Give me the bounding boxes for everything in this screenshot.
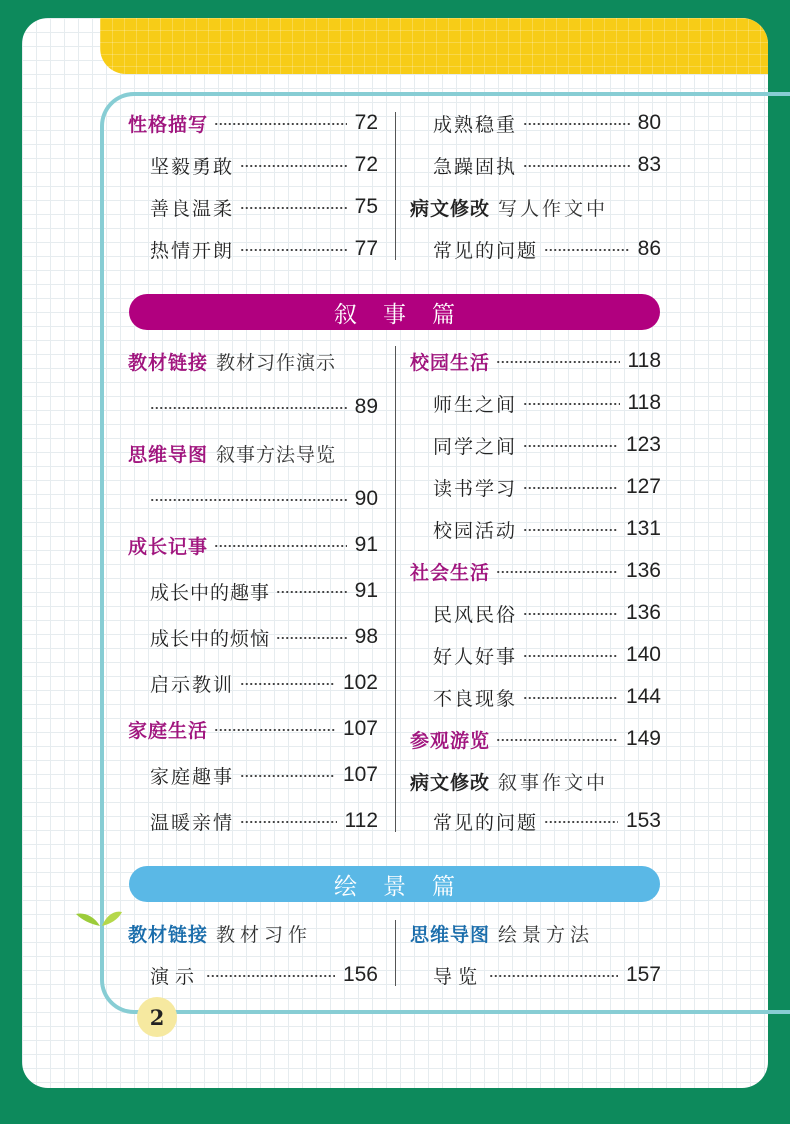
entry-title: 师生之间 <box>433 393 518 416</box>
entry-title: 常见的问题 <box>433 811 539 834</box>
page-ref: 102 <box>342 671 378 694</box>
toc-entry[interactable] <box>150 484 378 514</box>
toc-entry[interactable] <box>128 346 378 376</box>
page-ref: 112 <box>344 809 378 832</box>
entry-title: 热情开朗 <box>150 239 235 262</box>
section-heading: 教材链接 <box>128 924 209 946</box>
page-ref: 107 <box>342 717 378 740</box>
dot-leader <box>214 545 347 547</box>
dot-leader <box>240 165 347 167</box>
dot-leader <box>496 571 618 573</box>
toc-entry[interactable] <box>150 806 378 836</box>
dot-leader <box>523 487 618 489</box>
dot-leader <box>523 529 618 531</box>
section-heading: 病文修改 <box>410 772 491 794</box>
dot-leader <box>150 499 347 501</box>
page-ref: 153 <box>625 809 661 832</box>
dot-leader <box>523 123 630 125</box>
entry-title: 校园活动 <box>433 519 518 542</box>
dot-leader <box>523 403 620 405</box>
entry-title: 好人好事 <box>433 645 518 668</box>
toc-entry[interactable] <box>150 576 378 606</box>
heading-subtitle: 教材习作演示 <box>216 351 337 374</box>
page-ref: 98 <box>354 625 378 648</box>
entry-title: 温暖亲情 <box>150 811 235 834</box>
toc-entry[interactable] <box>433 388 661 418</box>
column-divider <box>395 920 396 986</box>
page-ref: 77 <box>354 237 378 260</box>
entry-title: 演示 <box>150 965 201 988</box>
section-heading: 性格描写 <box>128 114 209 136</box>
page-ref: 75 <box>354 195 378 218</box>
toc-entry[interactable] <box>128 108 378 138</box>
page-ref: 136 <box>625 601 661 624</box>
page-ref: 72 <box>354 111 378 134</box>
toc-entry[interactable] <box>128 438 378 468</box>
dot-leader <box>544 249 630 251</box>
toc-entry[interactable] <box>433 234 661 264</box>
toc-entry[interactable] <box>150 392 378 422</box>
entry-title: 民风民俗 <box>433 603 518 626</box>
toc-entry[interactable] <box>128 530 378 560</box>
entry-title: 急躁固执 <box>433 155 518 178</box>
entry-title: 同学之间 <box>433 435 518 458</box>
section-heading: 成长记事 <box>128 536 209 558</box>
heading-subtitle: 绘景方法 <box>498 923 595 946</box>
sprout-icon <box>74 900 124 930</box>
section-heading: 思维导图 <box>128 444 209 466</box>
toc-entry[interactable] <box>433 598 661 628</box>
dot-leader <box>496 739 618 741</box>
page-number: 2 <box>137 997 177 1037</box>
dot-leader <box>206 975 335 977</box>
dot-leader <box>489 975 618 977</box>
toc-entry[interactable] <box>410 346 661 376</box>
toc-entry[interactable] <box>128 918 378 948</box>
dot-leader <box>240 775 335 777</box>
page-ref: 118 <box>627 391 661 414</box>
entry-title: 成长中的趣事 <box>150 581 271 604</box>
dot-leader <box>240 821 337 823</box>
page-ref: 156 <box>342 963 378 986</box>
section-heading: 教材链接 <box>128 352 209 374</box>
page-ref: 91 <box>354 533 378 556</box>
dot-leader <box>523 165 630 167</box>
page-ref: 72 <box>354 153 378 176</box>
section-banner-narrative: 叙事篇 <box>129 294 660 330</box>
toc-entry[interactable] <box>433 960 661 990</box>
page-ref: 80 <box>637 111 661 134</box>
dot-leader <box>214 729 335 731</box>
toc-entry[interactable] <box>150 192 378 222</box>
entry-title: 导览 <box>433 965 484 988</box>
section-banner-scenery: 绘景篇 <box>129 866 660 902</box>
dot-leader <box>240 207 347 209</box>
page-ref: 107 <box>342 763 378 786</box>
toc-entry[interactable] <box>433 806 661 836</box>
page-ref: 149 <box>625 727 661 750</box>
heading-subtitle: 叙事方法导览 <box>216 443 337 466</box>
top-decorative-band <box>100 18 768 74</box>
toc-entry[interactable] <box>433 108 661 138</box>
page-ref: 123 <box>625 433 661 456</box>
section-heading: 思维导图 <box>410 924 491 946</box>
toc-entry[interactable] <box>433 150 661 180</box>
section-heading: 校园生活 <box>410 352 491 374</box>
entry-title: 成熟稳重 <box>433 113 518 136</box>
toc-entry[interactable] <box>128 714 378 744</box>
toc-entry[interactable] <box>150 760 378 790</box>
dot-leader <box>276 637 347 639</box>
dot-leader <box>240 683 335 685</box>
entry-title: 家庭趣事 <box>150 765 235 788</box>
page-ref: 83 <box>637 153 661 176</box>
toc-entry[interactable] <box>433 472 661 502</box>
toc-entry[interactable] <box>150 622 378 652</box>
toc-entry[interactable] <box>433 682 661 712</box>
section-heading: 家庭生活 <box>128 720 209 742</box>
entry-title: 成长中的烦恼 <box>150 627 271 650</box>
page-ref: 140 <box>625 643 661 666</box>
dot-leader <box>523 613 618 615</box>
column-divider <box>395 346 396 832</box>
heading-subtitle: 教材习作 <box>216 923 313 946</box>
dot-leader <box>240 249 347 251</box>
toc-entry[interactable] <box>433 514 661 544</box>
dot-leader <box>214 123 347 125</box>
entry-title: 读书学习 <box>433 477 518 500</box>
page-ref: 136 <box>625 559 661 582</box>
toc-entry[interactable] <box>150 150 378 180</box>
dot-leader <box>496 361 620 363</box>
dot-leader <box>523 655 618 657</box>
dot-leader <box>544 821 618 823</box>
section-heading: 社会生活 <box>410 562 491 584</box>
page-ref: 89 <box>354 395 378 418</box>
page-ref: 157 <box>625 963 661 986</box>
page-ref: 127 <box>625 475 661 498</box>
page-ref: 91 <box>354 579 378 602</box>
section-heading: 参观游览 <box>410 730 491 752</box>
toc-entry[interactable] <box>410 556 661 586</box>
toc-entry[interactable] <box>150 668 378 698</box>
entry-title: 常见的问题 <box>433 239 539 262</box>
entry-title: 不良现象 <box>433 687 518 710</box>
toc-entry[interactable] <box>150 960 378 990</box>
page-ref: 86 <box>637 237 661 260</box>
toc-entry[interactable] <box>410 918 661 948</box>
dot-leader <box>523 445 618 447</box>
toc-entry[interactable] <box>433 430 661 460</box>
dot-leader <box>150 407 347 409</box>
entry-title: 善良温柔 <box>150 197 235 220</box>
heading-subtitle: 写人作文中 <box>498 197 609 220</box>
heading-subtitle: 叙事作文中 <box>498 771 609 794</box>
page-ref: 144 <box>625 685 661 708</box>
toc-entry[interactable] <box>410 724 661 754</box>
entry-title: 启示教训 <box>150 673 235 696</box>
toc-entry[interactable] <box>150 234 378 264</box>
toc-entry[interactable] <box>433 640 661 670</box>
page-ref: 90 <box>354 487 378 510</box>
toc-entry[interactable] <box>410 766 661 796</box>
entry-title: 坚毅勇敢 <box>150 155 235 178</box>
section-heading: 病文修改 <box>410 198 491 220</box>
page-ref: 118 <box>627 349 661 372</box>
page-ref: 131 <box>625 517 661 540</box>
dot-leader <box>523 697 618 699</box>
toc-entry[interactable] <box>410 192 661 222</box>
dot-leader <box>276 591 347 593</box>
column-divider <box>395 112 396 260</box>
